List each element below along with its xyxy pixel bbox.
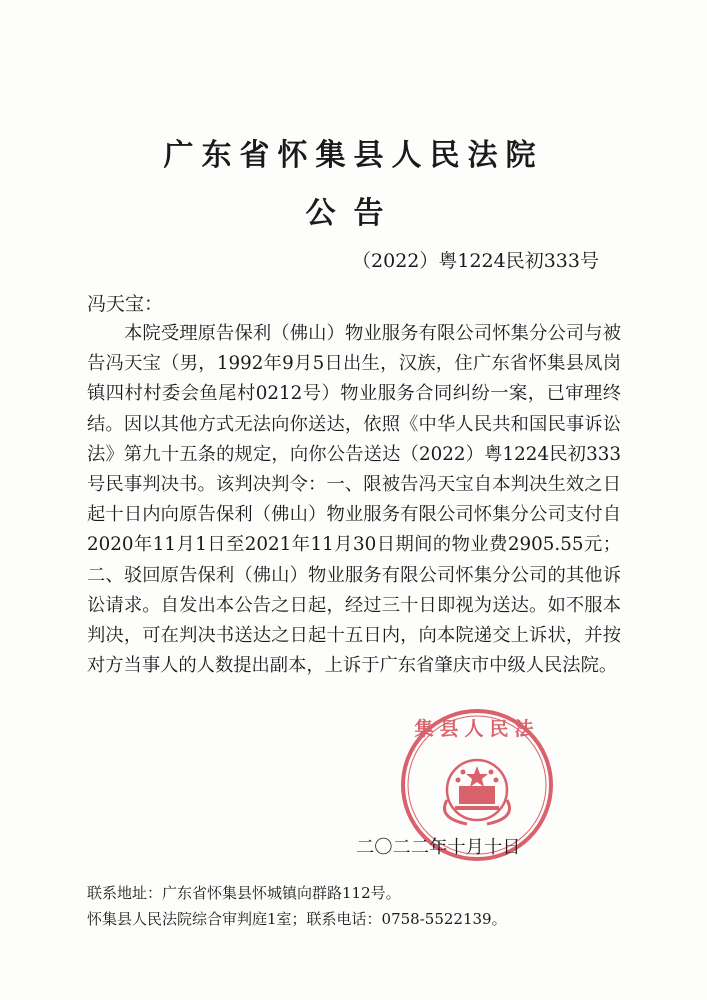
document-title: 公告 (305, 196, 402, 231)
contact-footer (87, 880, 507, 932)
court-name: 广东省怀集县人民法院 (163, 138, 544, 173)
notice-body: 本院受理原告保利（佛山）物业服务有限公司怀集分公司与被告冯天宝（男，1992年9月5日出生，汉族，住广东省怀集县凤岗镇四村村委会鱼尾村0212号）物业服务合同纠纷一案，已审理终结。因以其他方式无法向你送达，依照《中华人民共和国民事诉讼法》第九十五条的规定，向你公告送达（2022）粤1224民初333号民事判决书。该判决判令：一、限被告冯天宝自本判决生效之日起十日内向原告保利（佛山）物业服务有限公司怀集分公司支付自2020年11月1日至2021年11月30日期间的物业费2905.55元；二、驳回原告保利（佛山）物业服务有限公司怀集分公司的其他诉讼请求。自发出本公告之日起，经过三十日即视为送达。如不服本判决，可在判决书送达之日起十五日内，向本院递交上诉状，并按对方当事人的人数提出副本，上诉于广东省肇庆市中级人民法院。 (87, 323, 621, 677)
case-number: （2022）粤1224民初333号 (352, 250, 599, 272)
contact-address: 联系地址：广东省怀集县怀城镇向群路112号。 (87, 884, 401, 902)
seal-label: 集县人民法 (414, 718, 540, 740)
issue-date: 二〇二二年十月十日 (356, 837, 521, 858)
addressee: 冯天宝： (87, 293, 164, 315)
contact-phone: 怀集县人民法院综合审判庭1室；联系电话：0758-5522139。 (87, 910, 507, 928)
